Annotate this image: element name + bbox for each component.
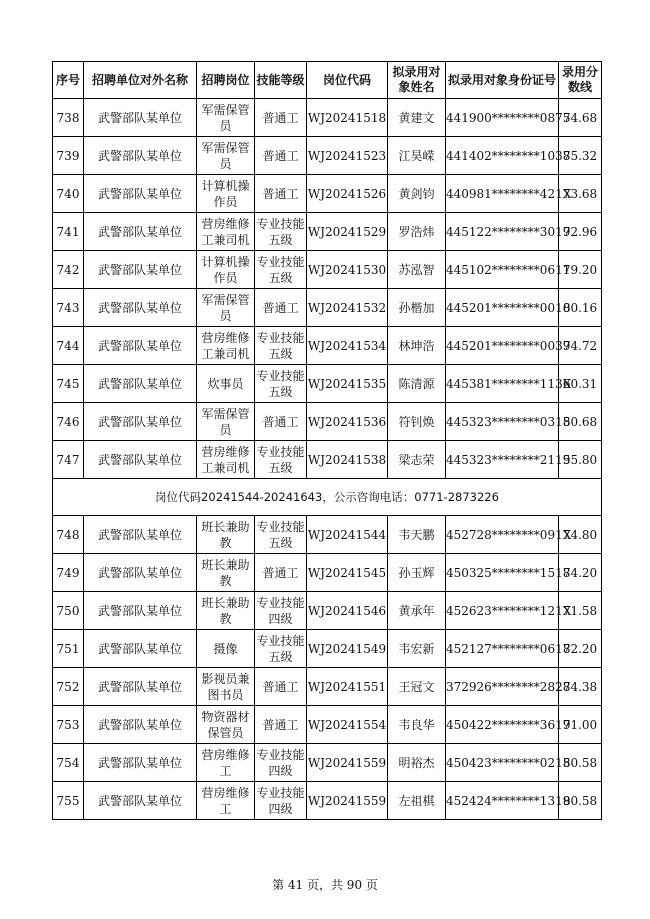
table-row bbox=[53, 365, 602, 403]
cell-name: 王冠文 bbox=[388, 668, 446, 706]
cell-skill-level: 普通工 bbox=[255, 137, 307, 175]
cell-position-code: WJ20241518 bbox=[307, 99, 388, 137]
cell-skill-level: 专业技能五级 bbox=[255, 516, 307, 554]
cell-score: 74.80 bbox=[559, 516, 602, 554]
cell-name: 韦天鹏 bbox=[388, 516, 446, 554]
cell-score: 74.20 bbox=[559, 554, 602, 592]
table-row bbox=[53, 137, 602, 175]
cell-name: 江昊嵘 bbox=[388, 137, 446, 175]
table-row bbox=[53, 630, 602, 668]
cell-id-number: 452424********1319 bbox=[446, 782, 559, 820]
cell-skill-level: 普通工 bbox=[255, 175, 307, 213]
table-row bbox=[53, 782, 602, 820]
table-row bbox=[53, 99, 602, 137]
cell-position-code: WJ20241534 bbox=[307, 327, 388, 365]
cell-skill-level: 专业技能五级 bbox=[255, 630, 307, 668]
cell-position-code: WJ20241549 bbox=[307, 630, 388, 668]
cell-position: 计算机操作员 bbox=[197, 251, 255, 289]
cell-name: 罗浩炜 bbox=[388, 213, 446, 251]
cell-unit: 武警部队某单位 bbox=[84, 99, 197, 137]
cell-position-code: WJ20241529 bbox=[307, 213, 388, 251]
cell-id-number: 452623********121X bbox=[446, 592, 559, 630]
cell-position: 军需保管员 bbox=[197, 403, 255, 441]
cell-position-code: WJ20241559 bbox=[307, 782, 388, 820]
cell-unit: 武警部队某单位 bbox=[84, 782, 197, 820]
cell-position: 营房维修工 bbox=[197, 782, 255, 820]
cell-id-number: 450423********0215 bbox=[446, 744, 559, 782]
cell-seq: 753 bbox=[53, 706, 84, 744]
cell-seq: 746 bbox=[53, 403, 84, 441]
cell-score: 91.00 bbox=[559, 706, 602, 744]
cell-position: 炊事员 bbox=[197, 365, 255, 403]
cell-id-number: 445201********0039 bbox=[446, 327, 559, 365]
cell-position-code: WJ20241544 bbox=[307, 516, 388, 554]
cell-id-number: 445201********0010 bbox=[446, 289, 559, 327]
cell-unit: 武警部队某单位 bbox=[84, 365, 197, 403]
page-footer: 第 41 页，共 90 页 bbox=[272, 878, 378, 892]
cell-score: 60.31 bbox=[559, 365, 602, 403]
cell-position: 营房维修工兼司机 bbox=[197, 213, 255, 251]
cell-score: 74.68 bbox=[559, 99, 602, 137]
cell-seq: 749 bbox=[53, 554, 84, 592]
cell-position-code: WJ20241535 bbox=[307, 365, 388, 403]
cell-seq: 751 bbox=[53, 630, 84, 668]
cell-unit: 武警部队某单位 bbox=[84, 441, 197, 479]
table-row bbox=[53, 744, 602, 782]
cell-unit: 武警部队某单位 bbox=[84, 554, 197, 592]
cell-position: 军需保管员 bbox=[197, 99, 255, 137]
cell-name: 韦良华 bbox=[388, 706, 446, 744]
cell-skill-level: 普通工 bbox=[255, 99, 307, 137]
cell-name: 陈清源 bbox=[388, 365, 446, 403]
cell-score: 72.96 bbox=[559, 213, 602, 251]
cell-unit: 武警部队某单位 bbox=[84, 289, 197, 327]
cell-id-number: 445323********0315 bbox=[446, 403, 559, 441]
cell-seq: 754 bbox=[53, 744, 84, 782]
cell-position-code: WJ20241551 bbox=[307, 668, 388, 706]
table-row bbox=[53, 516, 602, 554]
cell-position-code: WJ20241545 bbox=[307, 554, 388, 592]
cell-id-number: 445102********0611 bbox=[446, 251, 559, 289]
cell-name: 林坤浩 bbox=[388, 327, 446, 365]
table-row bbox=[53, 327, 602, 365]
cell-position: 班长兼助教 bbox=[197, 516, 255, 554]
cell-score: 74.38 bbox=[559, 668, 602, 706]
cell-id-number: 450422********3617 bbox=[446, 706, 559, 744]
cell-score: 80.58 bbox=[559, 744, 602, 782]
admission-table bbox=[52, 61, 602, 820]
cell-skill-level: 专业技能四级 bbox=[255, 592, 307, 630]
cell-seq: 738 bbox=[53, 99, 84, 137]
cell-id-number: 445122********3019 bbox=[446, 213, 559, 251]
header-score: 录用分数线 bbox=[559, 62, 602, 99]
cell-score: 80.68 bbox=[559, 403, 602, 441]
header-position: 招聘岗位 bbox=[197, 62, 255, 99]
cell-skill-level: 专业技能五级 bbox=[255, 327, 307, 365]
table-row bbox=[53, 441, 602, 479]
table-body-group-b bbox=[53, 516, 602, 820]
cell-seq: 739 bbox=[53, 137, 84, 175]
cell-score: 55.80 bbox=[559, 441, 602, 479]
header-id-number: 拟录用对象身份证号 bbox=[446, 62, 559, 99]
cell-score: 79.20 bbox=[559, 251, 602, 289]
table-row bbox=[53, 213, 602, 251]
cell-unit: 武警部队某单位 bbox=[84, 668, 197, 706]
cell-name: 韦宏新 bbox=[388, 630, 446, 668]
table-row bbox=[53, 706, 602, 744]
cell-unit: 武警部队某单位 bbox=[84, 706, 197, 744]
cell-unit: 武警部队某单位 bbox=[84, 592, 197, 630]
cell-unit: 武警部队某单位 bbox=[84, 213, 197, 251]
cell-skill-level: 专业技能五级 bbox=[255, 251, 307, 289]
cell-seq: 750 bbox=[53, 592, 84, 630]
cell-id-number: 372926********2828 bbox=[446, 668, 559, 706]
table-row bbox=[53, 403, 602, 441]
header-position-code: 岗位代码 bbox=[307, 62, 388, 99]
cell-position: 计算机操作员 bbox=[197, 175, 255, 213]
cell-position-code: WJ20241536 bbox=[307, 403, 388, 441]
cell-id-number: 441900********0875 bbox=[446, 99, 559, 137]
table-row bbox=[53, 251, 602, 289]
table-row bbox=[53, 554, 602, 592]
cell-name: 孙楷加 bbox=[388, 289, 446, 327]
header-row bbox=[53, 62, 602, 99]
cell-id-number: 450325********1518 bbox=[446, 554, 559, 592]
table-row bbox=[53, 289, 602, 327]
cell-name: 黄承年 bbox=[388, 592, 446, 630]
cell-name: 苏泓智 bbox=[388, 251, 446, 289]
cell-seq: 747 bbox=[53, 441, 84, 479]
cell-position-code: WJ20241546 bbox=[307, 592, 388, 630]
cell-id-number: 441402********1038 bbox=[446, 137, 559, 175]
cell-score: 74.72 bbox=[559, 327, 602, 365]
cell-unit: 武警部队某单位 bbox=[84, 175, 197, 213]
cell-seq: 743 bbox=[53, 289, 84, 327]
cell-position: 班长兼助教 bbox=[197, 592, 255, 630]
table-row bbox=[53, 668, 602, 706]
cell-id-number: 445323********2119 bbox=[446, 441, 559, 479]
cell-position-code: WJ20241523 bbox=[307, 137, 388, 175]
cell-score: 80.16 bbox=[559, 289, 602, 327]
cell-position-code: WJ20241538 bbox=[307, 441, 388, 479]
cell-skill-level: 专业技能四级 bbox=[255, 782, 307, 820]
section-note: 岗位代码20241544-20241643，公示咨询电话：0771-2873226 bbox=[53, 479, 602, 516]
cell-name: 符钊焕 bbox=[388, 403, 446, 441]
cell-name: 左祖棋 bbox=[388, 782, 446, 820]
cell-name: 梁志荣 bbox=[388, 441, 446, 479]
cell-seq: 755 bbox=[53, 782, 84, 820]
cell-seq: 752 bbox=[53, 668, 84, 706]
cell-unit: 武警部队某单位 bbox=[84, 744, 197, 782]
cell-position: 影视员兼图书员 bbox=[197, 668, 255, 706]
cell-name: 明裕杰 bbox=[388, 744, 446, 782]
cell-unit: 武警部队某单位 bbox=[84, 630, 197, 668]
cell-position: 营房维修工兼司机 bbox=[197, 441, 255, 479]
cell-seq: 744 bbox=[53, 327, 84, 365]
cell-skill-level: 专业技能五级 bbox=[255, 365, 307, 403]
cell-unit: 武警部队某单位 bbox=[84, 251, 197, 289]
cell-skill-level: 普通工 bbox=[255, 554, 307, 592]
cell-position: 营房维修工兼司机 bbox=[197, 327, 255, 365]
cell-position: 军需保管员 bbox=[197, 289, 255, 327]
table-body-group-a bbox=[53, 99, 602, 479]
cell-unit: 武警部队某单位 bbox=[84, 327, 197, 365]
cell-score: 75.32 bbox=[559, 137, 602, 175]
cell-id-number: 452728********091X bbox=[446, 516, 559, 554]
cell-position: 营房维修工 bbox=[197, 744, 255, 782]
cell-position: 班长兼助教 bbox=[197, 554, 255, 592]
header-unit: 招聘单位对外名称 bbox=[84, 62, 197, 99]
cell-unit: 武警部队某单位 bbox=[84, 137, 197, 175]
cell-position-code: WJ20241530 bbox=[307, 251, 388, 289]
header-name: 拟录用对象姓名 bbox=[388, 62, 446, 99]
table-row bbox=[53, 175, 602, 213]
cell-seq: 745 bbox=[53, 365, 84, 403]
cell-name: 孙玉辉 bbox=[388, 554, 446, 592]
cell-skill-level: 普通工 bbox=[255, 706, 307, 744]
cell-unit: 武警部队某单位 bbox=[84, 516, 197, 554]
cell-name: 黄剑钧 bbox=[388, 175, 446, 213]
cell-seq: 741 bbox=[53, 213, 84, 251]
cell-skill-level: 专业技能四级 bbox=[255, 744, 307, 782]
cell-skill-level: 普通工 bbox=[255, 289, 307, 327]
section-row bbox=[53, 479, 602, 516]
cell-seq: 740 bbox=[53, 175, 84, 213]
cell-position-code: WJ20241554 bbox=[307, 706, 388, 744]
cell-seq: 742 bbox=[53, 251, 84, 289]
cell-skill-level: 专业技能五级 bbox=[255, 441, 307, 479]
cell-score: 73.68 bbox=[559, 175, 602, 213]
cell-position: 军需保管员 bbox=[197, 137, 255, 175]
header-seq: 序号 bbox=[53, 62, 84, 99]
cell-id-number: 452127********0617 bbox=[446, 630, 559, 668]
cell-position-code: WJ20241559 bbox=[307, 744, 388, 782]
cell-score: 71.58 bbox=[559, 592, 602, 630]
cell-position: 摄像 bbox=[197, 630, 255, 668]
cell-seq: 748 bbox=[53, 516, 84, 554]
cell-name: 黄建文 bbox=[388, 99, 446, 137]
cell-position-code: WJ20241526 bbox=[307, 175, 388, 213]
cell-id-number: 440981********421X bbox=[446, 175, 559, 213]
cell-id-number: 445381********113X bbox=[446, 365, 559, 403]
cell-skill-level: 普通工 bbox=[255, 403, 307, 441]
cell-unit: 武警部队某单位 bbox=[84, 403, 197, 441]
cell-score: 82.20 bbox=[559, 630, 602, 668]
cell-skill-level: 普通工 bbox=[255, 668, 307, 706]
header-skill-level: 技能等级 bbox=[255, 62, 307, 99]
cell-position-code: WJ20241532 bbox=[307, 289, 388, 327]
cell-position: 物资器材保管员 bbox=[197, 706, 255, 744]
cell-skill-level: 专业技能五级 bbox=[255, 213, 307, 251]
cell-score: 80.58 bbox=[559, 782, 602, 820]
table-row bbox=[53, 592, 602, 630]
